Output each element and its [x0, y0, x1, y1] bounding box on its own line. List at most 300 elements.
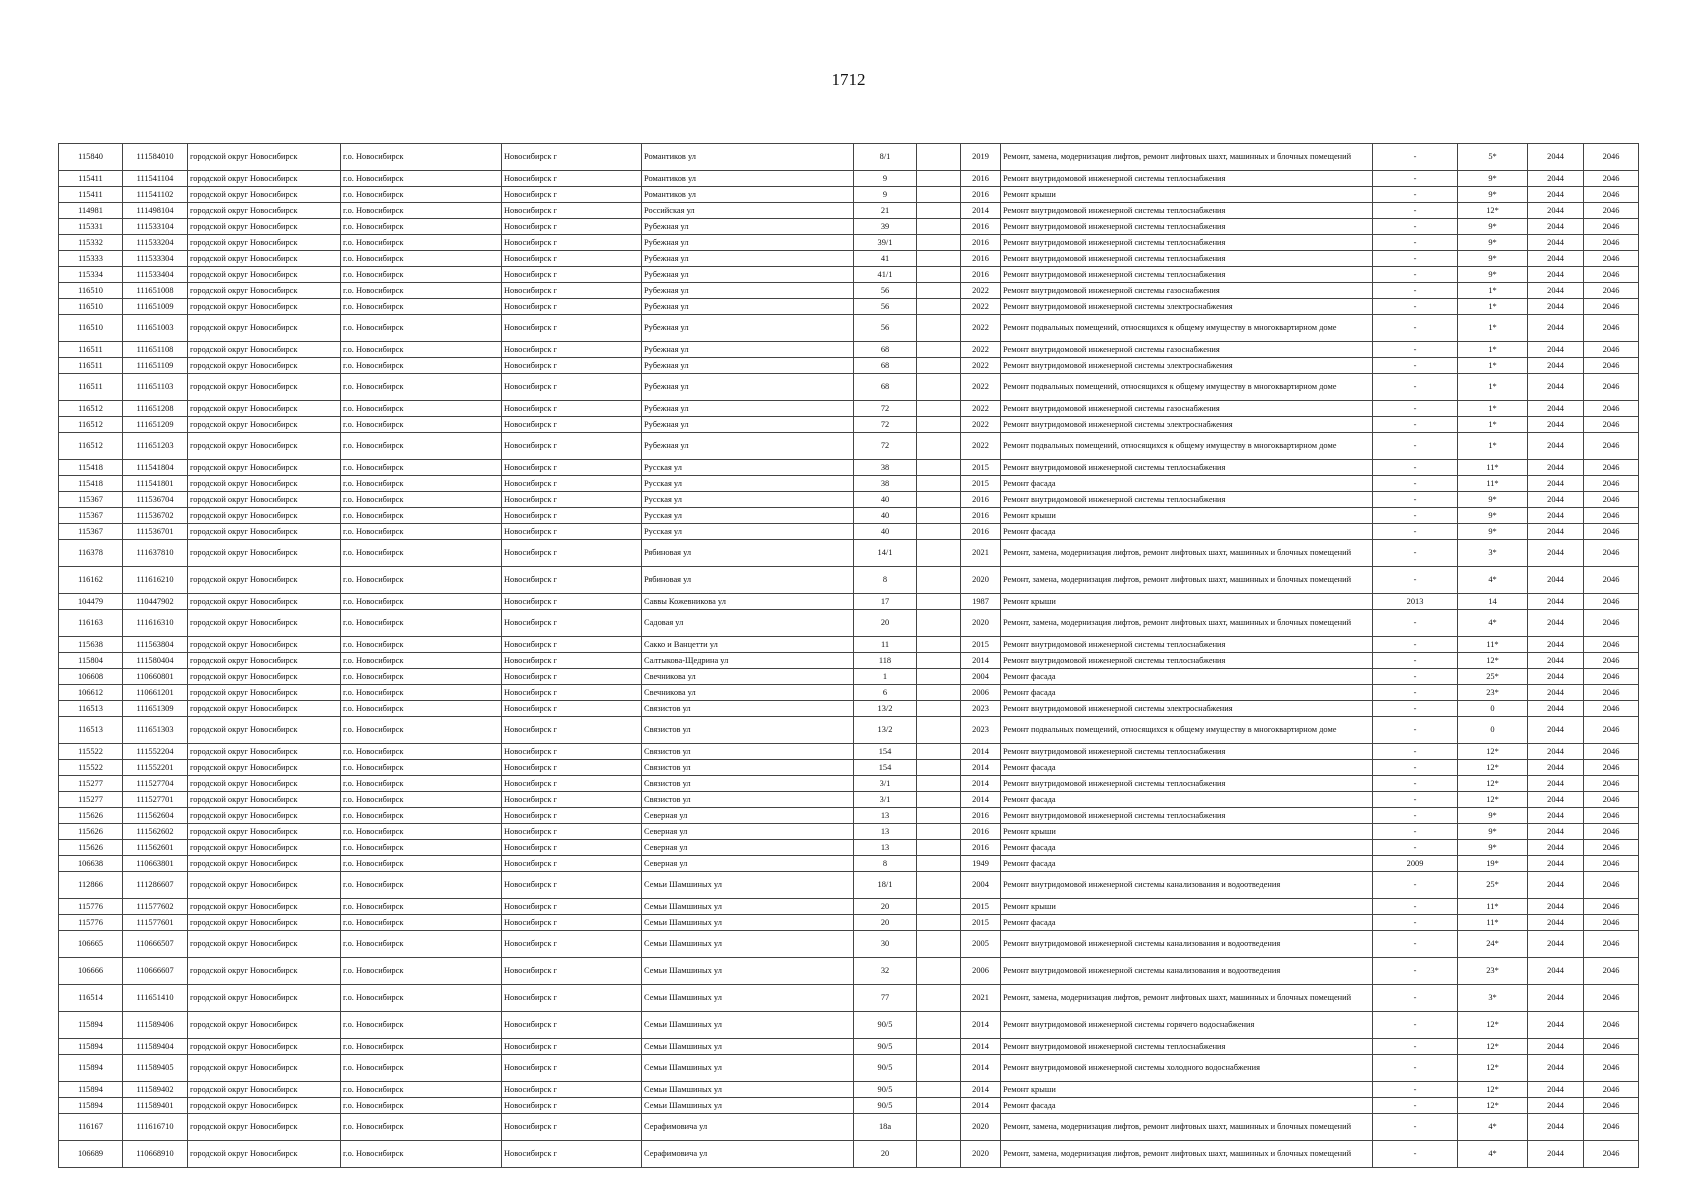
- element-id-cell: 111563804: [123, 637, 188, 653]
- house-id-cell: 116512: [59, 401, 123, 417]
- element-id-cell: 111651009: [123, 299, 188, 315]
- house-number-cell: 18а: [854, 1114, 917, 1141]
- year-built-cell: 2015: [961, 476, 1001, 492]
- year-built-cell: 2016: [961, 492, 1001, 508]
- plan-end-cell: 2046: [1584, 931, 1639, 958]
- municipality-cell: городской округ Новосибирск: [188, 251, 341, 267]
- plan-end-cell: 2046: [1584, 899, 1639, 915]
- building-cell: [917, 524, 961, 540]
- house-id-cell: 115367: [59, 492, 123, 508]
- municipality-cell: городской округ Новосибирск: [188, 840, 341, 856]
- settlement-cell: Новосибирск г: [502, 374, 642, 401]
- building-cell: [917, 653, 961, 669]
- plan-end-cell: 2046: [1584, 144, 1639, 171]
- last-repair-year-cell: -: [1373, 401, 1458, 417]
- plan-start-cell: 2044: [1528, 899, 1584, 915]
- house-id-cell: 106666: [59, 958, 123, 985]
- page-number: 1712: [831, 70, 866, 89]
- street-cell: Рябиновая ул: [642, 540, 854, 567]
- house-number-cell: 41/1: [854, 267, 917, 283]
- urban-district-cell: г.о. Новосибирск: [341, 931, 502, 958]
- year-built-cell: 2020: [961, 610, 1001, 637]
- plan-start-cell: 2044: [1528, 824, 1584, 840]
- street-cell: Семьи Шамшиных ул: [642, 958, 854, 985]
- street-cell: Связистов ул: [642, 701, 854, 717]
- year-built-cell: 2014: [961, 1055, 1001, 1082]
- street-cell: Северная ул: [642, 840, 854, 856]
- house-number-cell: 38: [854, 460, 917, 476]
- element-id-cell: 111562602: [123, 824, 188, 840]
- urban-district-cell: г.о. Новосибирск: [341, 219, 502, 235]
- work-type-cell: Ремонт, замена, модернизация лифтов, ремонт лифтовых шахт, машинных и блочных помещений: [1001, 567, 1373, 594]
- table-row: [59, 476, 1639, 492]
- work-type-cell: Ремонт внутридомовой инженерной системы теплоснабжения: [1001, 171, 1373, 187]
- house-number-cell: 56: [854, 299, 917, 315]
- table-row: [59, 653, 1639, 669]
- urban-district-cell: г.о. Новосибирск: [341, 251, 502, 267]
- house-number-cell: 8: [854, 567, 917, 594]
- house-id-cell: 115894: [59, 1039, 123, 1055]
- work-type-cell: Ремонт подвальных помещений, относящихся к общему имуществу в многоквартирном доме: [1001, 433, 1373, 460]
- building-cell: [917, 669, 961, 685]
- urban-district-cell: г.о. Новосибирск: [341, 476, 502, 492]
- service-life-cell: 4*: [1458, 567, 1528, 594]
- municipality-cell: городской округ Новосибирск: [188, 187, 341, 203]
- house-number-cell: 154: [854, 760, 917, 776]
- service-life-cell: 3*: [1458, 540, 1528, 567]
- building-cell: [917, 594, 961, 610]
- element-id-cell: 111541102: [123, 187, 188, 203]
- work-type-cell: Ремонт, замена, модернизация лифтов, ремонт лифтовых шахт, машинных и блочных помещений: [1001, 540, 1373, 567]
- last-repair-year-cell: -: [1373, 358, 1458, 374]
- urban-district-cell: г.о. Новосибирск: [341, 492, 502, 508]
- street-cell: Русская ул: [642, 460, 854, 476]
- element-id-cell: 111584010: [123, 144, 188, 171]
- municipality-cell: городской округ Новосибирск: [188, 594, 341, 610]
- table-row: [59, 342, 1639, 358]
- municipality-cell: городской округ Новосибирск: [188, 540, 341, 567]
- plan-end-cell: 2046: [1584, 171, 1639, 187]
- work-type-cell: Ремонт фасада: [1001, 476, 1373, 492]
- table-row: [59, 840, 1639, 856]
- table-row: [59, 315, 1639, 342]
- work-type-cell: Ремонт крыши: [1001, 824, 1373, 840]
- table-row: [59, 899, 1639, 915]
- house-number-cell: 8/1: [854, 144, 917, 171]
- settlement-cell: Новосибирск г: [502, 342, 642, 358]
- urban-district-cell: г.о. Новосибирск: [341, 267, 502, 283]
- settlement-cell: Новосибирск г: [502, 872, 642, 899]
- street-cell: Сакко и Ванцетти ул: [642, 637, 854, 653]
- element-id-cell: 111498104: [123, 203, 188, 219]
- table-row: [59, 374, 1639, 401]
- year-built-cell: 2005: [961, 931, 1001, 958]
- plan-start-cell: 2044: [1528, 283, 1584, 299]
- plan-start-cell: 2044: [1528, 669, 1584, 685]
- work-type-cell: Ремонт внутридомовой инженерной системы теплоснабжения: [1001, 653, 1373, 669]
- street-cell: Русская ул: [642, 524, 854, 540]
- element-id-cell: 111616310: [123, 610, 188, 637]
- street-cell: Семьи Шамшиных ул: [642, 1082, 854, 1098]
- house-number-cell: 21: [854, 203, 917, 219]
- work-type-cell: Ремонт внутридомовой инженерной системы теплоснабжения: [1001, 251, 1373, 267]
- settlement-cell: Новосибирск г: [502, 915, 642, 931]
- plan-start-cell: 2044: [1528, 915, 1584, 931]
- service-life-cell: 9*: [1458, 808, 1528, 824]
- service-life-cell: 11*: [1458, 899, 1528, 915]
- street-cell: Свечникова ул: [642, 669, 854, 685]
- service-life-cell: 4*: [1458, 610, 1528, 637]
- municipality-cell: городской округ Новосибирск: [188, 915, 341, 931]
- plan-end-cell: 2046: [1584, 856, 1639, 872]
- municipality-cell: городской округ Новосибирск: [188, 492, 341, 508]
- urban-district-cell: г.о. Новосибирск: [341, 610, 502, 637]
- last-repair-year-cell: -: [1373, 235, 1458, 251]
- year-built-cell: 2016: [961, 808, 1001, 824]
- service-life-cell: 3*: [1458, 985, 1528, 1012]
- year-built-cell: 1949: [961, 856, 1001, 872]
- house-number-cell: 20: [854, 899, 917, 915]
- last-repair-year-cell: -: [1373, 792, 1458, 808]
- plan-end-cell: 2046: [1584, 1039, 1639, 1055]
- table-row: [59, 872, 1639, 899]
- table-row: [59, 1039, 1639, 1055]
- municipality-cell: городской округ Новосибирск: [188, 342, 341, 358]
- work-type-cell: Ремонт, замена, модернизация лифтов, ремонт лифтовых шахт, машинных и блочных помещений: [1001, 144, 1373, 171]
- street-cell: Саввы Кожевникова ул: [642, 594, 854, 610]
- building-cell: [917, 808, 961, 824]
- service-life-cell: 5*: [1458, 144, 1528, 171]
- service-life-cell: 9*: [1458, 267, 1528, 283]
- table-row: [59, 567, 1639, 594]
- house-number-cell: 118: [854, 653, 917, 669]
- house-id-cell: 115333: [59, 251, 123, 267]
- urban-district-cell: г.о. Новосибирск: [341, 701, 502, 717]
- building-cell: [917, 856, 961, 872]
- house-number-cell: 90/5: [854, 1055, 917, 1082]
- house-number-cell: 77: [854, 985, 917, 1012]
- street-cell: Садовая ул: [642, 610, 854, 637]
- municipality-cell: городской округ Новосибирск: [188, 567, 341, 594]
- urban-district-cell: г.о. Новосибирск: [341, 417, 502, 433]
- municipality-cell: городской округ Новосибирск: [188, 417, 341, 433]
- work-type-cell: Ремонт, замена, модернизация лифтов, ремонт лифтовых шахт, машинных и блочных помещений: [1001, 985, 1373, 1012]
- table-body: [59, 144, 1639, 1168]
- year-built-cell: 2019: [961, 144, 1001, 171]
- street-cell: Русская ул: [642, 476, 854, 492]
- building-cell: [917, 171, 961, 187]
- urban-district-cell: г.о. Новосибирск: [341, 637, 502, 653]
- building-cell: [917, 315, 961, 342]
- element-id-cell: 111589406: [123, 1012, 188, 1039]
- service-life-cell: 1*: [1458, 401, 1528, 417]
- plan-start-cell: 2044: [1528, 187, 1584, 203]
- table-row: [59, 856, 1639, 872]
- settlement-cell: Новосибирск г: [502, 567, 642, 594]
- last-repair-year-cell: -: [1373, 685, 1458, 701]
- plan-end-cell: 2046: [1584, 792, 1639, 808]
- building-cell: [917, 717, 961, 744]
- year-built-cell: 2014: [961, 1082, 1001, 1098]
- house-number-cell: 90/5: [854, 1082, 917, 1098]
- building-cell: [917, 760, 961, 776]
- year-built-cell: 2014: [961, 1098, 1001, 1114]
- year-built-cell: 1987: [961, 594, 1001, 610]
- house-number-cell: 14/1: [854, 540, 917, 567]
- building-cell: [917, 374, 961, 401]
- building-cell: [917, 840, 961, 856]
- house-id-cell: 115804: [59, 653, 123, 669]
- table-row: [59, 417, 1639, 433]
- house-id-cell: 115894: [59, 1012, 123, 1039]
- house-number-cell: 41: [854, 251, 917, 267]
- plan-start-cell: 2044: [1528, 776, 1584, 792]
- plan-start-cell: 2044: [1528, 433, 1584, 460]
- plan-start-cell: 2044: [1528, 267, 1584, 283]
- building-cell: [917, 776, 961, 792]
- year-built-cell: 2020: [961, 567, 1001, 594]
- last-repair-year-cell: -: [1373, 931, 1458, 958]
- house-id-cell: 116513: [59, 701, 123, 717]
- municipality-cell: городской округ Новосибирск: [188, 283, 341, 299]
- element-id-cell: 110666607: [123, 958, 188, 985]
- element-id-cell: 111637810: [123, 540, 188, 567]
- house-id-cell: 115522: [59, 760, 123, 776]
- street-cell: Рубежная ул: [642, 219, 854, 235]
- year-built-cell: 2023: [961, 717, 1001, 744]
- work-type-cell: Ремонт внутридомовой инженерной системы канализования и водоотведения: [1001, 958, 1373, 985]
- building-cell: [917, 508, 961, 524]
- last-repair-year-cell: -: [1373, 958, 1458, 985]
- work-type-cell: Ремонт, замена, модернизация лифтов, ремонт лифтовых шахт, машинных и блочных помещений: [1001, 1141, 1373, 1168]
- settlement-cell: Новосибирск г: [502, 299, 642, 315]
- work-type-cell: Ремонт подвальных помещений, относящихся к общему имуществу в многоквартирном доме: [1001, 315, 1373, 342]
- plan-start-cell: 2044: [1528, 985, 1584, 1012]
- table-row: [59, 760, 1639, 776]
- plan-end-cell: 2046: [1584, 283, 1639, 299]
- plan-start-cell: 2044: [1528, 144, 1584, 171]
- house-id-cell: 106638: [59, 856, 123, 872]
- last-repair-year-cell: -: [1373, 872, 1458, 899]
- settlement-cell: Новосибирск г: [502, 792, 642, 808]
- plan-start-cell: 2044: [1528, 567, 1584, 594]
- table-row: [59, 985, 1639, 1012]
- urban-district-cell: г.о. Новосибирск: [341, 792, 502, 808]
- work-type-cell: Ремонт внутридомовой инженерной системы газоснабжения: [1001, 342, 1373, 358]
- house-number-cell: 40: [854, 508, 917, 524]
- settlement-cell: Новосибирск г: [502, 203, 642, 219]
- plan-start-cell: 2044: [1528, 299, 1584, 315]
- urban-district-cell: г.о. Новосибирск: [341, 1098, 502, 1114]
- year-built-cell: 2020: [961, 1114, 1001, 1141]
- last-repair-year-cell: -: [1373, 610, 1458, 637]
- element-id-cell: 111527701: [123, 792, 188, 808]
- work-type-cell: Ремонт подвальных помещений, относящихся к общему имуществу в многоквартирном доме: [1001, 374, 1373, 401]
- service-life-cell: 9*: [1458, 492, 1528, 508]
- service-life-cell: 12*: [1458, 1012, 1528, 1039]
- municipality-cell: городской округ Новосибирск: [188, 401, 341, 417]
- street-cell: Связистов ул: [642, 717, 854, 744]
- house-number-cell: 154: [854, 744, 917, 760]
- urban-district-cell: г.о. Новосибирск: [341, 776, 502, 792]
- municipality-cell: городской округ Новосибирск: [188, 717, 341, 744]
- building-cell: [917, 540, 961, 567]
- house-id-cell: 116512: [59, 433, 123, 460]
- table-row: [59, 540, 1639, 567]
- service-life-cell: 4*: [1458, 1114, 1528, 1141]
- municipality-cell: городской округ Новосибирск: [188, 931, 341, 958]
- capital-repair-table: [58, 143, 1639, 1168]
- settlement-cell: Новосибирск г: [502, 931, 642, 958]
- municipality-cell: городской округ Новосибирск: [188, 508, 341, 524]
- element-id-cell: 110660801: [123, 669, 188, 685]
- service-life-cell: 12*: [1458, 1098, 1528, 1114]
- house-id-cell: 114981: [59, 203, 123, 219]
- house-id-cell: 115840: [59, 144, 123, 171]
- settlement-cell: Новосибирск г: [502, 358, 642, 374]
- house-number-cell: 9: [854, 171, 917, 187]
- settlement-cell: Новосибирск г: [502, 283, 642, 299]
- house-number-cell: 68: [854, 342, 917, 358]
- street-cell: Рубежная ул: [642, 342, 854, 358]
- work-type-cell: Ремонт фасада: [1001, 669, 1373, 685]
- house-id-cell: 115776: [59, 915, 123, 931]
- house-number-cell: 13: [854, 840, 917, 856]
- element-id-cell: 111651309: [123, 701, 188, 717]
- street-cell: Романтиков ул: [642, 171, 854, 187]
- settlement-cell: Новосибирск г: [502, 524, 642, 540]
- element-id-cell: 111616210: [123, 567, 188, 594]
- house-id-cell: 116167: [59, 1114, 123, 1141]
- plan-end-cell: 2046: [1584, 872, 1639, 899]
- settlement-cell: Новосибирск г: [502, 776, 642, 792]
- plan-end-cell: 2046: [1584, 267, 1639, 283]
- plan-end-cell: 2046: [1584, 460, 1639, 476]
- element-id-cell: 111536702: [123, 508, 188, 524]
- urban-district-cell: г.о. Новосибирск: [341, 540, 502, 567]
- element-id-cell: 111589402: [123, 1082, 188, 1098]
- municipality-cell: городской округ Новосибирск: [188, 958, 341, 985]
- year-built-cell: 2015: [961, 899, 1001, 915]
- municipality-cell: городской округ Новосибирск: [188, 219, 341, 235]
- urban-district-cell: г.о. Новосибирск: [341, 299, 502, 315]
- plan-end-cell: 2046: [1584, 610, 1639, 637]
- building-cell: [917, 685, 961, 701]
- urban-district-cell: г.о. Новосибирск: [341, 985, 502, 1012]
- table-row: [59, 235, 1639, 251]
- service-life-cell: 25*: [1458, 872, 1528, 899]
- service-life-cell: 9*: [1458, 251, 1528, 267]
- building-cell: [917, 1055, 961, 1082]
- plan-end-cell: 2046: [1584, 685, 1639, 701]
- table-row: [59, 931, 1639, 958]
- urban-district-cell: г.о. Новосибирск: [341, 899, 502, 915]
- work-type-cell: Ремонт фасада: [1001, 840, 1373, 856]
- settlement-cell: Новосибирск г: [502, 144, 642, 171]
- year-built-cell: 2014: [961, 744, 1001, 760]
- last-repair-year-cell: -: [1373, 824, 1458, 840]
- year-built-cell: 2022: [961, 433, 1001, 460]
- plan-start-cell: 2044: [1528, 219, 1584, 235]
- last-repair-year-cell: -: [1373, 1012, 1458, 1039]
- urban-district-cell: г.о. Новосибирск: [341, 315, 502, 342]
- service-life-cell: 1*: [1458, 342, 1528, 358]
- building-cell: [917, 433, 961, 460]
- building-cell: [917, 358, 961, 374]
- settlement-cell: Новосибирск г: [502, 433, 642, 460]
- table-row: [59, 792, 1639, 808]
- service-life-cell: 1*: [1458, 315, 1528, 342]
- building-cell: [917, 235, 961, 251]
- table-row: [59, 776, 1639, 792]
- settlement-cell: Новосибирск г: [502, 1055, 642, 1082]
- table-row: [59, 433, 1639, 460]
- urban-district-cell: г.о. Новосибирск: [341, 567, 502, 594]
- plan-start-cell: 2044: [1528, 203, 1584, 219]
- urban-district-cell: г.о. Новосибирск: [341, 594, 502, 610]
- service-life-cell: 0: [1458, 701, 1528, 717]
- urban-district-cell: г.о. Новосибирск: [341, 685, 502, 701]
- year-built-cell: 2016: [961, 824, 1001, 840]
- house-number-cell: 40: [854, 524, 917, 540]
- municipality-cell: городской округ Новосибирск: [188, 171, 341, 187]
- work-type-cell: Ремонт фасада: [1001, 685, 1373, 701]
- year-built-cell: 2014: [961, 1012, 1001, 1039]
- house-id-cell: 115334: [59, 267, 123, 283]
- street-cell: Связистов ул: [642, 776, 854, 792]
- settlement-cell: Новосибирск г: [502, 492, 642, 508]
- service-life-cell: 12*: [1458, 653, 1528, 669]
- settlement-cell: Новосибирск г: [502, 267, 642, 283]
- last-repair-year-cell: -: [1373, 985, 1458, 1012]
- element-id-cell: 111536704: [123, 492, 188, 508]
- plan-start-cell: 2044: [1528, 594, 1584, 610]
- plan-start-cell: 2044: [1528, 374, 1584, 401]
- house-number-cell: 56: [854, 315, 917, 342]
- street-cell: Рубежная ул: [642, 433, 854, 460]
- plan-start-cell: 2044: [1528, 492, 1584, 508]
- plan-end-cell: 2046: [1584, 594, 1639, 610]
- element-id-cell: 111577602: [123, 899, 188, 915]
- street-cell: Семьи Шамшиных ул: [642, 1039, 854, 1055]
- year-built-cell: 2022: [961, 315, 1001, 342]
- plan-start-cell: 2044: [1528, 685, 1584, 701]
- table-row: [59, 144, 1639, 171]
- last-repair-year-cell: -: [1373, 540, 1458, 567]
- plan-end-cell: 2046: [1584, 299, 1639, 315]
- urban-district-cell: г.о. Новосибирск: [341, 342, 502, 358]
- element-id-cell: 110661201: [123, 685, 188, 701]
- work-type-cell: Ремонт фасада: [1001, 856, 1373, 872]
- year-built-cell: 2016: [961, 267, 1001, 283]
- settlement-cell: Новосибирск г: [502, 1098, 642, 1114]
- last-repair-year-cell: -: [1373, 717, 1458, 744]
- urban-district-cell: г.о. Новосибирск: [341, 187, 502, 203]
- last-repair-year-cell: -: [1373, 492, 1458, 508]
- year-built-cell: 2022: [961, 283, 1001, 299]
- plan-start-cell: 2044: [1528, 744, 1584, 760]
- last-repair-year-cell: -: [1373, 1082, 1458, 1098]
- service-life-cell: 9*: [1458, 508, 1528, 524]
- last-repair-year-cell: -: [1373, 299, 1458, 315]
- municipality-cell: городской округ Новосибирск: [188, 1039, 341, 1055]
- plan-end-cell: 2046: [1584, 374, 1639, 401]
- element-id-cell: 110663801: [123, 856, 188, 872]
- street-cell: Рубежная ул: [642, 358, 854, 374]
- plan-start-cell: 2044: [1528, 760, 1584, 776]
- work-type-cell: Ремонт, замена, модернизация лифтов, ремонт лифтовых шахт, машинных и блочных помещений: [1001, 610, 1373, 637]
- plan-end-cell: 2046: [1584, 1082, 1639, 1098]
